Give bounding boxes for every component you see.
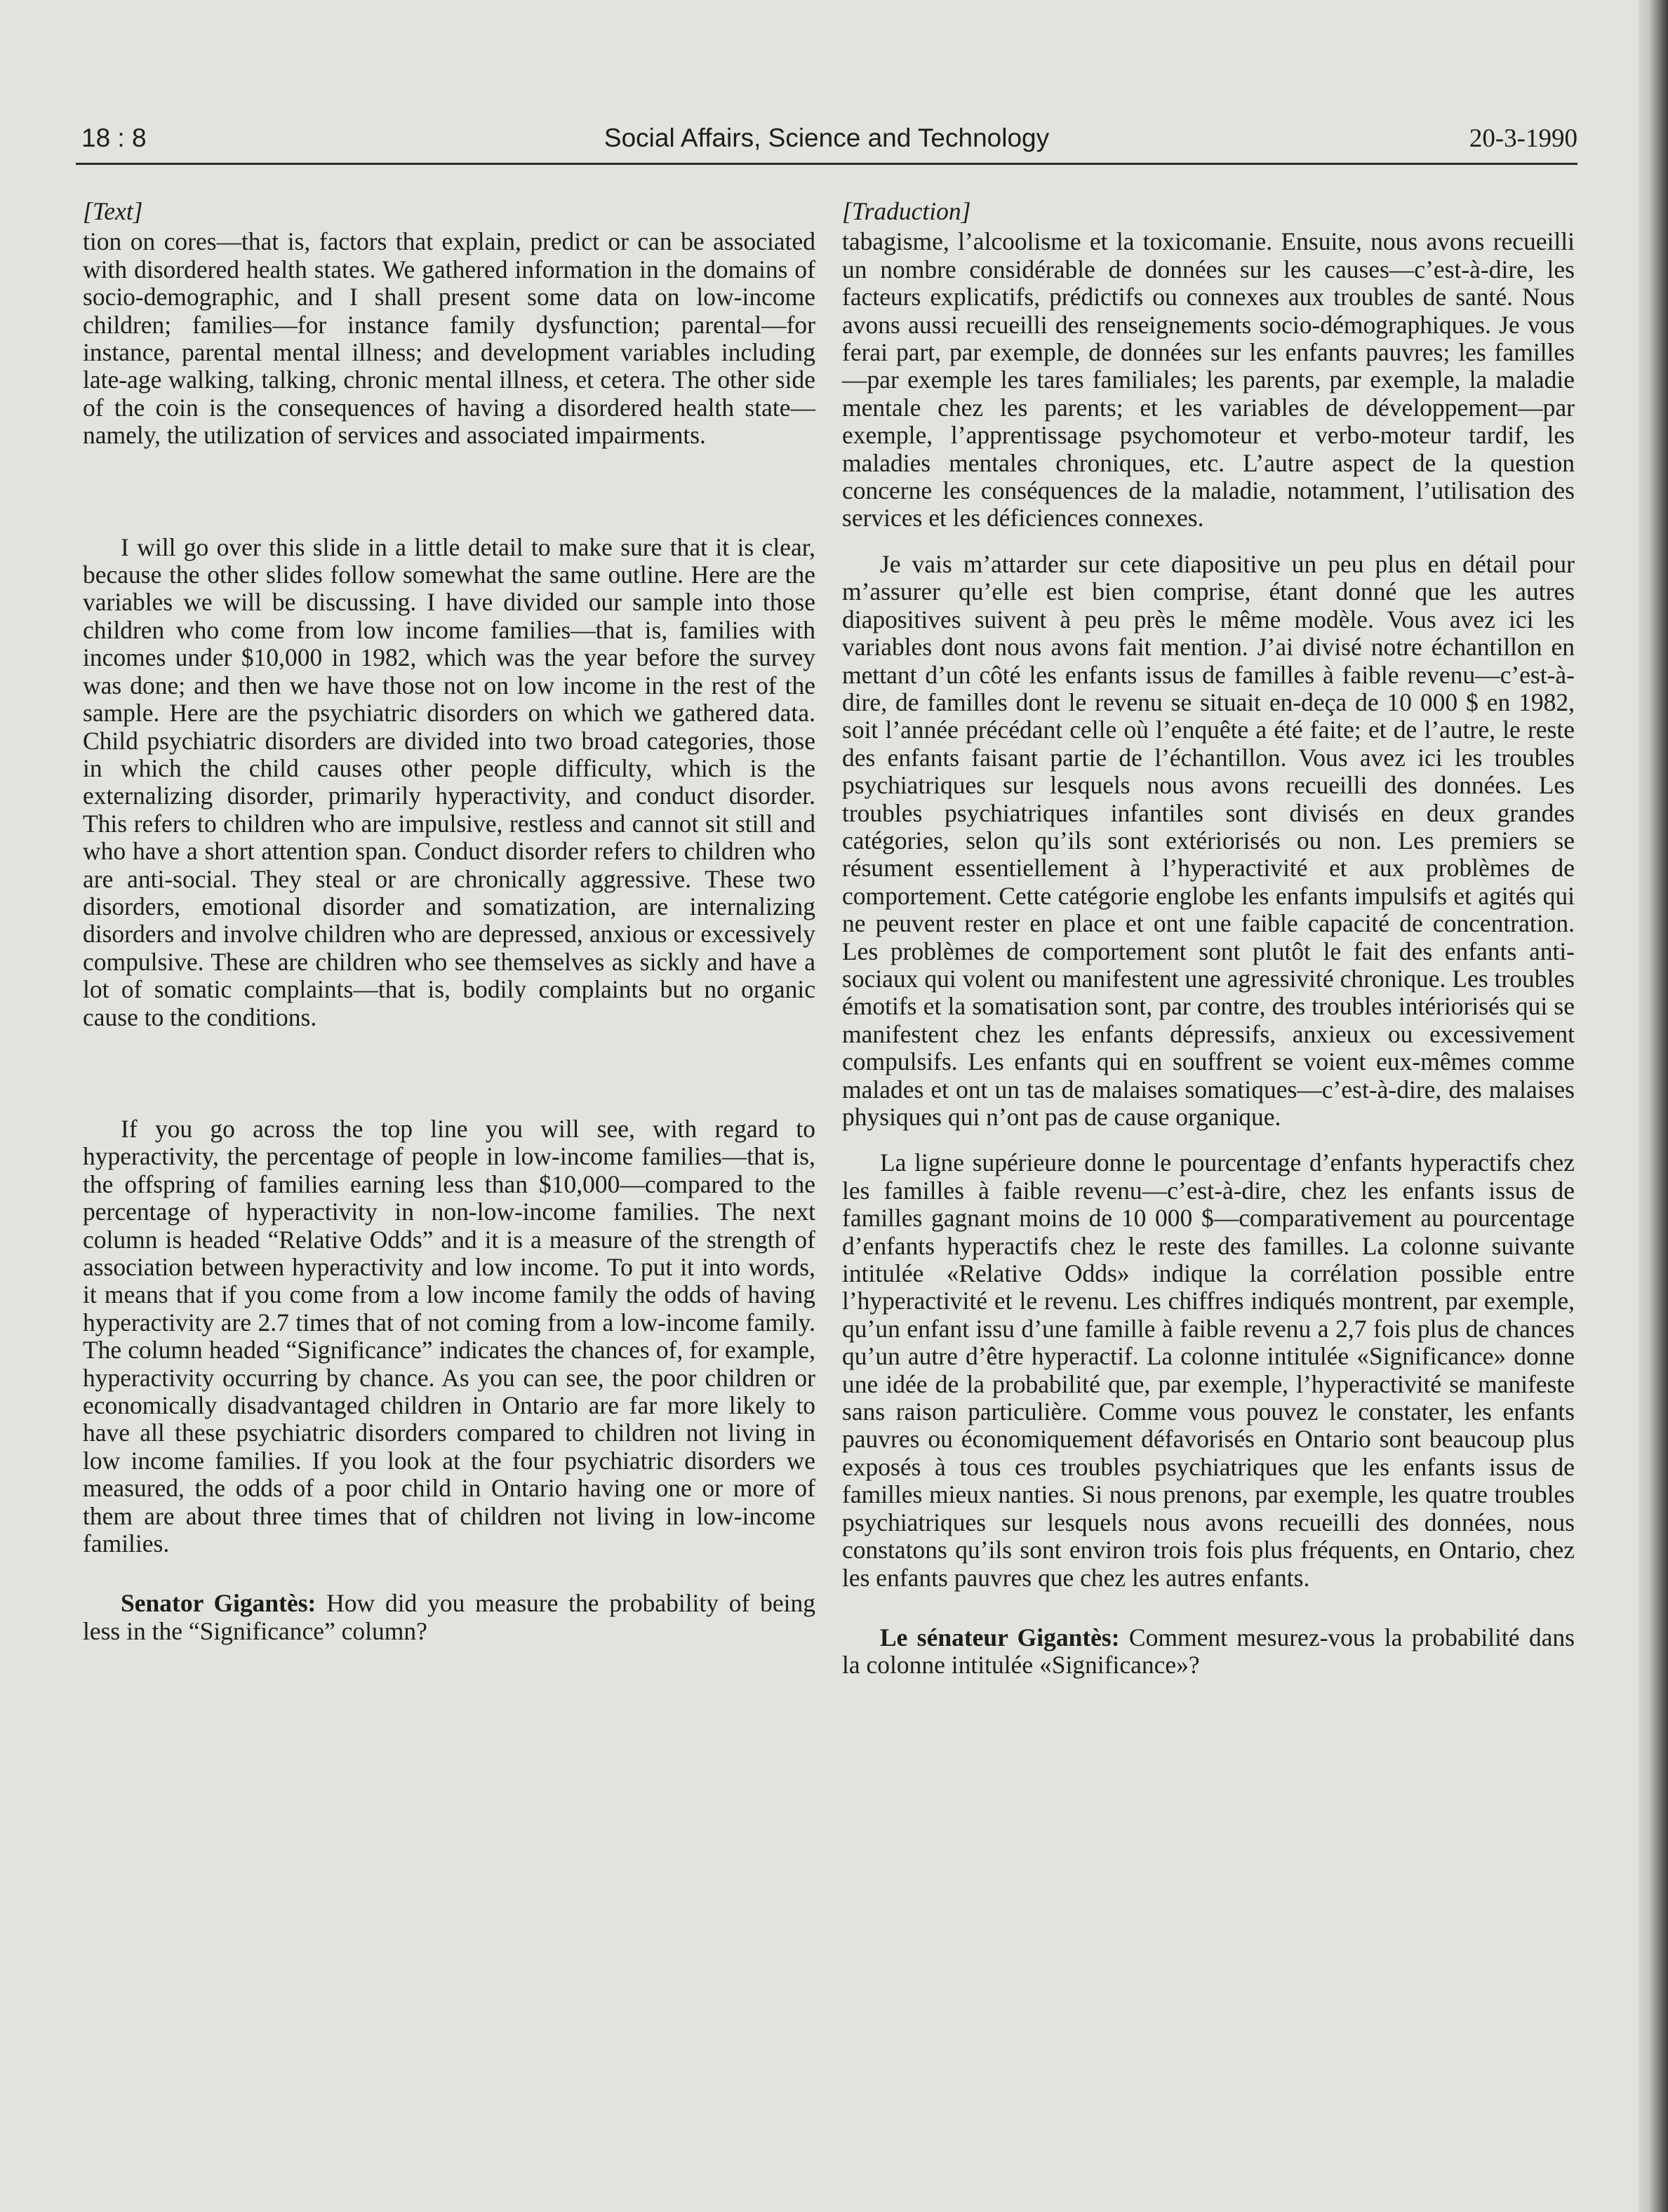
question-paragraph	[83, 1590, 815, 1645]
session-date: 20-3-1990	[1469, 124, 1577, 153]
speaker-name: Le sénateur Gigantès:	[880, 1623, 1120, 1651]
paragraph: I will go over this slide in a little detail to make sure that it is clear, because the other slides follow somewhat the same outline. Here are the variables we will be discussing. I have divided our sample into those children who come from low income families—that is, families with incomes under $10,000 in 1982, which was the year before the survey was done; and then we have those not on low income in the rest of the sample. Here are the psychiatric disorders on which we gathered data. Child psychiatric disorders are divided into two broad categories, those in which the child causes other people difficulty, which is the externalizing disorder, primarily hyperactivity, and conduct disorder. This refers to children who are impulsive, restless and cannot sit still and who have a short attention span. Conduct disorder refers to children who are anti-social. They steal or are chronically aggressive. These two disorders, emotional disorder and somatization, are internalizing disorders and involve children who are depressed, anxious or excessively compulsive. These are children who see themselves as sickly and have a lot of somatic complaints—that is, bodily complaints but no organic cause to the conditions.	[83, 532, 815, 1031]
committee-title: Social Affairs, Science and Technology	[603, 123, 1050, 152]
paragraph: Je vais m’attarder sur cete diapositive un peu plus en détail pour m’assurer qu’elle est bien comprise, étant donné que les autres diapositives suivent à peu près le même modèle. Vous avez ici les variables dont nous avons fait mention. J’ai divisé notre échantillon en mettant d’un côté les enfants issus de familles à faible revenu—c’est-à-dire, de familles dont le revenu se situait en-deça de 10 000 $ en 1982, soit l’année précédant celle où l’enquête a été faite; et de l’autre, le reste des enfants faisant partie de l’échantillon. Vous avez ici les troubles psychiatriques sur lesquels nous avons recueilli des données. Les troubles psychiatriques infantiles sont divisés en deux grandes catégories, selon qu’ils sont extériorisés ou non. Les premiers se résument essentiellement à l’hyperactivité et aux problèmes de comportement. Cette catégorie englobe les enfants impulsifs et agités qui ne peuvent rester en place et ont une faible capacité de concentration. Les problèmes de comportement sont plutôt le fait des enfants anti-sociaux qui volent ou manifestent une agressivité chronique. Les troubles émotifs et la somatisation sont, par contre, des troubles intériorisés qui se manifestent chez les enfants dépressifs, anxieux ou excessivement compulsifs. Les enfants qui en souffrent se voient eux-mêmes comme malades et ont un tas de malaises somatiques—c’est-à-dire, des malaises physiques qui n’ont pas de cause organique.	[842, 549, 1575, 1131]
question-text: How did you measure the probability of being less in the “Significance” column?	[83, 1589, 815, 1645]
paragraph: tion on cores—that is, factors that explain, predict or can be associated with disordered health states. We gathered information in the domains of socio-demographic, and I shall present some data on low-income children; families—for instance family dysfunction; parental—for instance, parental mental illness; and development variables including late-age walking, talking, chronic mental illness, et cetera. The other side of the coin is the consequences of having a disordered health state—namely, the utilization of services and associated impairments.	[83, 227, 815, 450]
traduction-label: [Traduction]	[842, 197, 971, 225]
french-column	[842, 198, 1575, 1680]
page-edge-shadow	[1639, 0, 1668, 2212]
question-text: Comment mesurez-vous la probabilité dans la colonne intitulée «Significance»?	[842, 1623, 1575, 1680]
english-column	[83, 198, 815, 1645]
speaker-name: Senator Gigantès:	[121, 1589, 316, 1618]
page-number: 18 : 8	[81, 123, 147, 152]
paragraph: tabagisme, l’alcoolisme et la toxicomanie. Ensuite, nous avons recueilli un nombre considérable de données sur les causes—c’est-à-dire, les facteurs explicatifs, prédictifs ou connexes aux troubles de santé. Nous avons aussi recueilli des renseignements socio-démographiques. Je vous ferai part, par exemple, de données sur les enfants pauvres; les familles—par exemple les tares familiales; les parents, par exemple, la maladie mentale chez les parents; et les variables de développement—par exemple, l’apprentissage psychomoteur et verbo-moteur tardif, les maladies mentales chroniques, etc. L’autre aspect de la question concerne les conséquences de la maladie, notamment, l’utilisation des services et les déficiences connexes.	[842, 227, 1575, 532]
paragraph: La ligne supérieure donne le pourcentage d’enfants hyperactifs chez les familles à faible revenu—c’est-à-dire, chez les enfants issus de familles gagnant moins de 10 000 $—comparativement au pourcentage d’enfants hyperactifs chez le reste des familles. La colonne suivante intitulée «Relative Odds» indique la corrélation possible entre l’hyperactivité et le revenu. Les chiffres indiqués montrent, par exemple, qu’un enfant issu d’une famille à faible revenu a 2,7 fois plus de chances qu’un autre d’être hyperactif. La colonne intitulée «Significance» donne une idée de la probabilité que, par exemple, l’hyperactivité se manifeste sans raison particulière. Comme vous pouvez le constater, les enfants pauvres ou économiquement défavorisés en Ontario sont beaucoup plus exposés à tous ces troubles psychiatriques que les enfants issus de familles mieux nanties. Si nous prenons, par exemple, les quatre troubles psychiatriques sur lesquels nous avons recueilli des données, nous constatons qu’ils sont environ trois fois plus fréquents, en Ontario, chez les enfants pauvres que chez les autres enfants.	[842, 1148, 1575, 1592]
page-header	[76, 121, 1577, 165]
question-paragraph	[842, 1624, 1575, 1680]
paragraph: If you go across the top line you will see, with regard to hyperactivity, the percentage of people in low-income families—that is, the offspring of families earning less than $10,000—compared to the percentage of hyperactivity in non-low-income families. The next column is headed “Relative Odds” and it is a measure of the strength of association between hyperactivity and low income. To put it into words, it means that if you come from a low income family the odds of having hyperactivity are 2.7 times that of not coming from a low-income family. The column headed “Significance” indicates the chances of, for example, hyperactivity occurring by chance. As you can see, the poor children or economically disadvantaged children in Ontario are far more likely to have all these psychiatric disorders compared to children not living in low income families. If you look at the four psychiatric disorders we measured, the odds of a poor child in Ontario having one or more of them are about three times that of children not living in low-income families.	[83, 1114, 815, 1558]
text-label: [Text]	[83, 197, 143, 225]
